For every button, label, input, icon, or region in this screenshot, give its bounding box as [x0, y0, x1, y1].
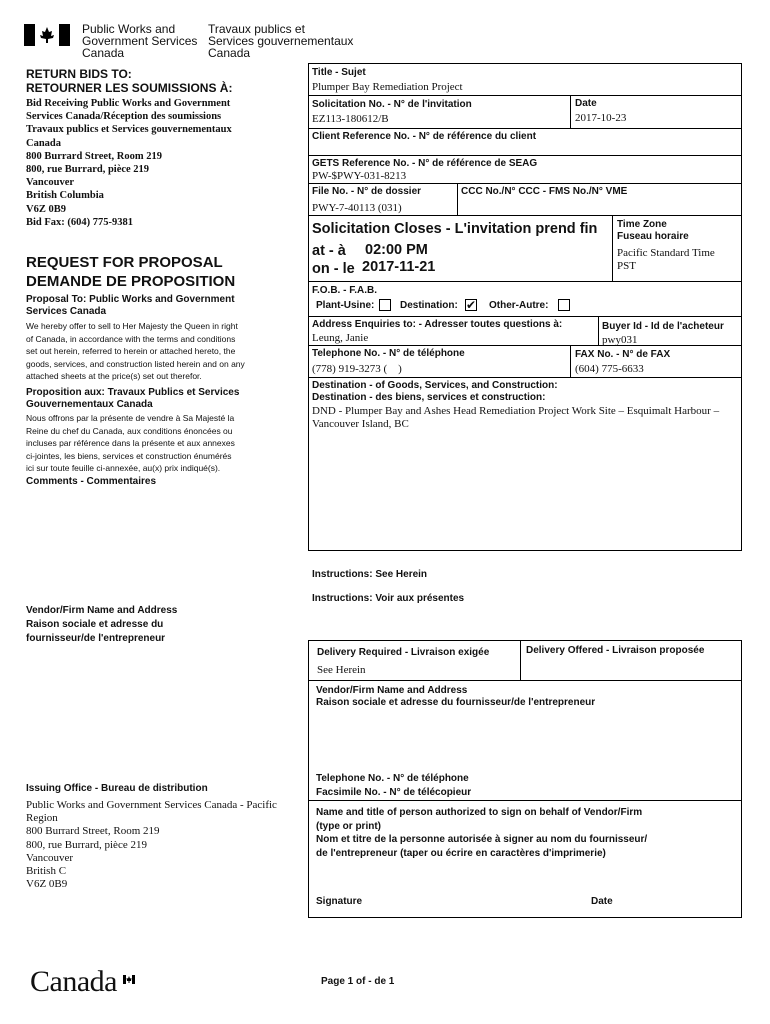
address-enquiries-value: Leung, Janie: [312, 332, 369, 344]
file-no-value: PWY-7-40113 (031): [312, 202, 402, 214]
rfp-title: REQUEST FOR PROPOSAL DEMANDE DE PROPOSITION: [26, 254, 236, 290]
plant-usine-label: Plant-Usine:: [316, 300, 375, 311]
proposition-aux-text: Nous offrons par la présente de vendre à Sa Majesté la Reine du chef du Canada, aux conditions énoncées ou incluses par référence dans la présente et aux annexes ci-jointes, les biens, services et construction énumérés ici sur toute feuille ci-annexée, au(x) prix indiqué(s).: [26, 413, 235, 473]
vendor-telephone-label: Telephone No. - N° de téléphone Facsimile No. - N° de télécopieur: [316, 773, 472, 798]
return-bids-title: RETURN BIDS TO: RETOURNER LES SOUMISSIONS À:: [26, 67, 233, 95]
other-autre-label: Other-Autre:: [489, 300, 549, 311]
telephone-label: Telephone No. - N° de téléphone: [312, 348, 465, 359]
address-enquiries-label: Address Enquiries to: - Adresser toutes questions à:: [312, 319, 563, 330]
date-value: 2017-10-23: [575, 112, 627, 124]
issuing-office-address: Public Works and Government Services Canada - Pacific Region 800 Burrard Street, Room 219 800, rue Burrard, pièce 219 Vancouver British C V6Z 0B9: [26, 799, 277, 891]
vendor-firm-label: Vendor/Firm Name and Address Raison sociale et adresse du fournisseur/de l'entrepreneur: [316, 685, 596, 708]
destination-checkbox[interactable]: [465, 299, 477, 311]
wordmark-flag-icon: [123, 971, 135, 980]
department-name-en: Public Works and Government Services Canada: [82, 22, 198, 60]
authorized-signer-label: Name and title of person authorized to sign on behalf of Vendor/Firm (type or print) Nom et titre de la personne autorisée à signer au nom du fournisseur/ de l'entrepreneur (taper ou écrire en caractères d'imprimerie): [316, 807, 648, 859]
delivery-offered-label: Delivery Offered - Livraison proposée: [526, 645, 705, 656]
return-bids-address: Bid Receiving Public Works and Government Services Canada/Réception des soumissions Travaux publics et Services gouvernementaux Canada 800 Burrard Street, Room 219 800, rue Burrard, pièce 219 Vancouver British Columbia V6Z 0B9 Bid Fax: (604) 775-9381: [26, 98, 232, 228]
signature-date-label: Date: [591, 896, 613, 907]
destination-goods-label: Destination - of Goods, Services, and Construction: Destination - des biens, services et construction:: [312, 380, 558, 403]
instructions-en: Instructions: See Herein: [312, 569, 428, 580]
title-label: Title - Sujet: [312, 67, 366, 78]
gets-reference-value: PW-$PWY-031-8213: [312, 170, 407, 182]
instructions-fr: Instructions: Voir aux présentes: [312, 593, 465, 604]
buyer-id-label: Buyer Id - Id de l'acheteur: [602, 321, 724, 332]
closing-time-value: 02:00 PM: [365, 242, 428, 258]
vendor-firm-label-left: Vendor/Firm Name and Address Raison sociale et adresse du fournisseur/de l'entrepreneur: [26, 605, 178, 644]
ccc-no-label: CCC No./N° CCC - FMS No./N° VME: [461, 186, 628, 197]
fax-label: FAX No. - N° de FAX: [575, 349, 671, 360]
destination-goods-value: DND - Plumper Bay and Ashes Head Remediation Project Work Site – Esquimalt Harbour – Vancouver Island, BC: [312, 405, 720, 430]
page-number: Page 1 of - de 1: [321, 976, 395, 987]
buyer-id-value: pwy031: [602, 334, 638, 346]
time-zone-label: Time Zone Fuseau horaire: [617, 219, 689, 242]
plant-usine-checkbox[interactable]: [379, 299, 391, 311]
closing-at-label: at - à: [312, 243, 346, 259]
file-no-label: File No. - N° de dossier: [312, 186, 422, 197]
solicitation-closes-label: Solicitation Closes - L'invitation prend fin: [312, 221, 598, 237]
closing-date-value: 2017-11-21: [362, 259, 436, 275]
delivery-required-label: Delivery Required - Livraison exigée: [317, 647, 490, 658]
other-autre-checkbox[interactable]: [558, 299, 570, 311]
canada-wordmark: Canada: [30, 965, 117, 998]
government-flag-icon: [24, 24, 70, 46]
fob-label: F.O.B. - F.A.B.: [312, 285, 377, 296]
closing-on-label: on - le: [312, 261, 355, 277]
solicitation-no-value: EZ113-180612/B: [312, 113, 389, 125]
telephone-value: (778) 919-3273 ( ): [312, 363, 402, 375]
fax-value: (604) 775-6633: [575, 363, 644, 375]
gets-reference-label: GETS Reference No. - N° de référence de SEAG: [312, 158, 538, 169]
time-zone-value: Pacific Standard Time PST: [617, 247, 715, 272]
issuing-office-label: Issuing Office - Bureau de distribution: [26, 783, 208, 794]
proposal-to-text: We hereby offer to sell to Her Majesty the Queen in right of Canada, in accordance with the terms and conditions set out herein, referred to herein or attached hereto, the goods, services, and construction listed herein and on any attached sheets at the price(s) set out therefor.: [26, 321, 245, 381]
proposal-to-label: Proposal To: Public Works and Government Services Canada: [26, 294, 235, 317]
delivery-required-value: See Herein: [317, 664, 366, 676]
destination-label: Destination:: [400, 300, 458, 311]
solicitation-no-label: Solicitation No. - N° de l'invitation: [312, 99, 472, 110]
signature-label: Signature: [316, 896, 363, 907]
title-value: Plumper Bay Remediation Project: [312, 81, 463, 93]
comments-label: Comments - Commentaires: [26, 476, 157, 487]
proposition-aux-label: Proposition aux: Travaux Publics et Services Gouvernementaux Canada: [26, 387, 240, 410]
check-mark-icon: ✔: [466, 298, 477, 312]
client-reference-label: Client Reference No. - N° de référence du client: [312, 131, 537, 142]
date-label: Date: [575, 98, 597, 109]
department-name-fr: Travaux publics et Services gouvernementaux Canada: [208, 22, 354, 60]
